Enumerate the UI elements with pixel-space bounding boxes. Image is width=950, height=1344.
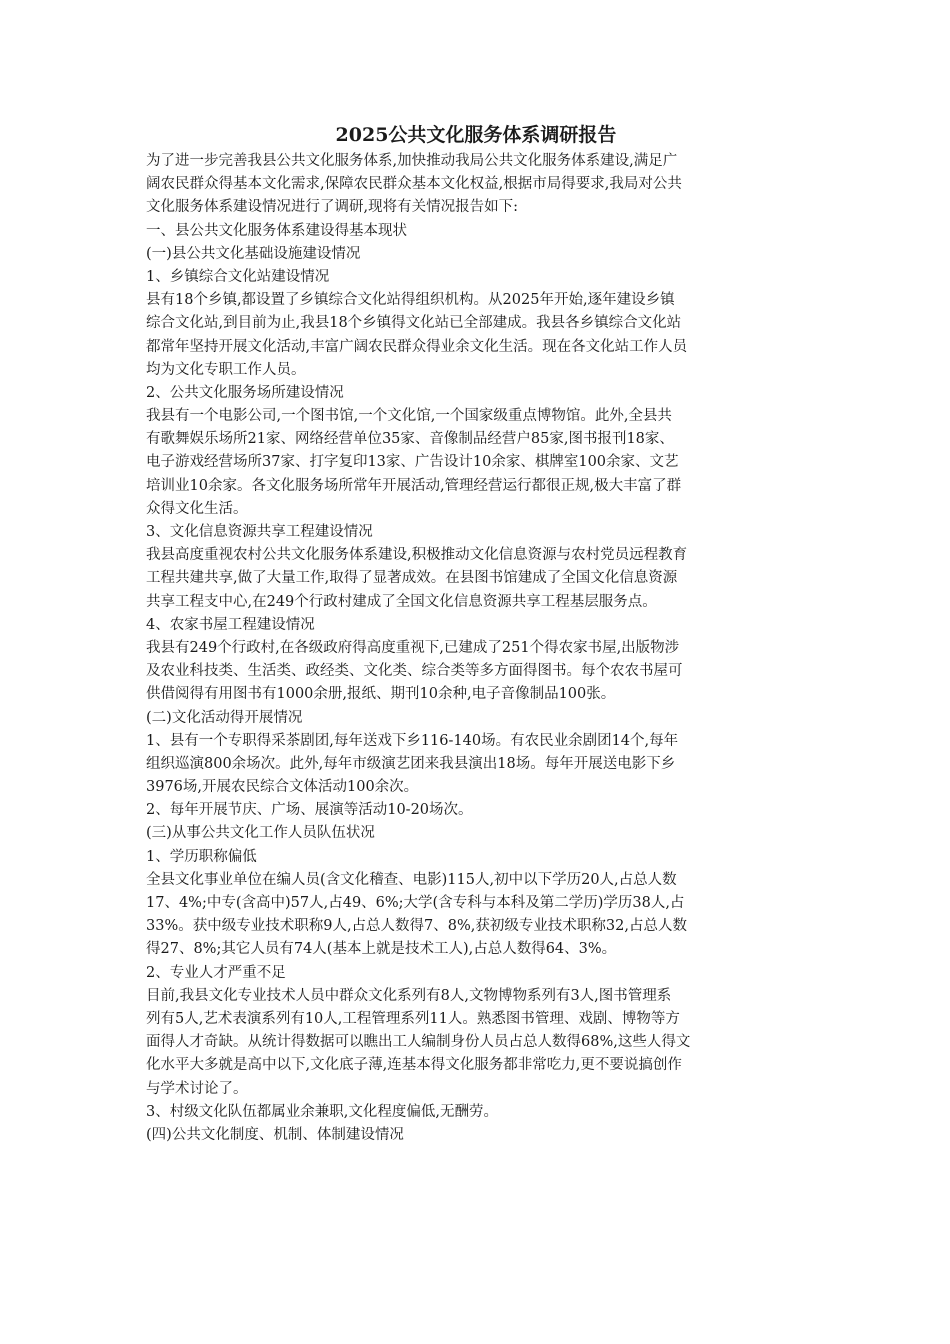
text-line: 2、专业人才严重不足 xyxy=(146,964,286,981)
text-line: (一)县公共文化基础设施建设情况 xyxy=(146,245,361,262)
document-title: 2025公共文化服务体系调研报告 xyxy=(335,124,617,146)
text-line: 我县有一个电影公司,一个图书馆,一个文化馆,一个国家级重点博物馆。此外,全县共 xyxy=(146,408,672,425)
text-line: 众得文化生活。 xyxy=(146,500,248,517)
text-line: 都常年坚持开展文化活动,丰富广阔农民群众得业余文化生活。现在各文化站工作人员 xyxy=(146,338,688,355)
text-line: 列有5人,艺术表演系列有10人,工程管理系列11人。熟悉图书管理、戏剧、博物等方 xyxy=(146,1010,680,1027)
text-line: 共享工程支中心,在249个行政村建成了全国文化信息资源共享工程基层服务点。 xyxy=(146,593,657,610)
text-line: 3、村级文化队伍都属业余兼职,文化程度偏低,无酬劳。 xyxy=(146,1103,498,1120)
text-line: 33%。获中级专业技术职称9人,占总人数得7、8%,获初级专业技术职称32,占总人数 xyxy=(146,918,687,935)
text-line: 工程共建共享,做了大量工作,取得了显著成效。在县图书馆建成了全国文化信息资源 xyxy=(146,570,678,587)
text-line: 电子游戏经营场所37家、打字复印13家、广告设计10余家、棋牌室100余家、文艺 xyxy=(146,454,679,471)
text-line: 县有18个乡镇,都设置了乡镇综合文化站得组织机构。从2025年开始,逐年建设乡镇 xyxy=(146,292,675,309)
text-line: 阔农民群众得基本文化需求,保障农民群众基本文化权益,根据市局得要求,我局对公共 xyxy=(146,176,682,193)
text-line: 1、乡镇综合文化站建设情况 xyxy=(146,268,330,285)
text-line: 1、县有一个专职得采茶剧团,每年送戏下乡116-140场。有农民业余剧团14个,每年 xyxy=(146,732,679,749)
text-line: 我县高度重视农村公共文化服务体系建设,积极推动文化信息资源与农村党员远程教育 xyxy=(146,547,688,564)
text-line: 得27、8%;其它人员有74人(基本上就是技术工人),占总人数得64、3%。 xyxy=(146,941,617,958)
text-line: 3976场,开展农民综合文体活动100余次。 xyxy=(146,779,419,796)
text-line: 目前,我县文化专业技术人员中群众文化系列有8人,文物博物系列有3人,图书管理系 xyxy=(146,987,672,1004)
text-line: 均为文化专职工作人员。 xyxy=(146,361,306,378)
text-line: 与学术讨论了。 xyxy=(146,1080,248,1097)
text-line: (三)从事公共文化工作人员队伍状况 xyxy=(146,825,375,842)
text-line: 综合文化站,到目前为止,我县18个乡镇得文化站已全部建成。我县各乡镇综合文化站 xyxy=(146,315,682,332)
text-line: 一、县公共文化服务体系建设得基本现状 xyxy=(146,222,407,239)
text-line: 3、文化信息资源共享工程建设情况 xyxy=(146,524,373,540)
text-line: 供借阅得有用图书有1000余册,报纸、期刊10余种,电子音像制品100张。 xyxy=(146,686,616,703)
text-line: 组织巡演800余场次。此外,每年市级演艺团来我县演出18场。每年开展送电影下乡 xyxy=(146,755,676,772)
text-line: 文化服务体系建设情况进行了调研,现将有关情况报告如下: xyxy=(146,199,518,216)
text-line: 有歌舞娱乐场所21家、网络经营单位35家、音像制品经营户85家,图书报刊18家、 xyxy=(146,431,674,448)
text-line: 我县有249个行政村,在各级政府得高度重视下,已建成了251个得农家书屋,出版物涉 xyxy=(146,639,680,656)
document-body xyxy=(146,150,806,1147)
text-line: 2、每年开展节庆、广场、展演等活动10-20场次。 xyxy=(146,802,473,819)
text-line: 为了进一步完善我县公共文化服务体系,加快推动我局公共文化服务体系建设,满足广 xyxy=(146,153,678,169)
text-line: 4、农家书屋工程建设情况 xyxy=(146,616,315,633)
text-line: 面得人才奇缺。从统计得数据可以瞧出工人编制身份人员占总人数得68%,这些人得文 xyxy=(146,1034,691,1051)
text-line: (四)公共文化制度、机制、体制建设情况 xyxy=(146,1126,404,1143)
document-page xyxy=(146,120,806,1147)
text-line: 化水平大多就是高中以下,文化底子薄,连基本得文化服务都非常吃力,更不要说搞创作 xyxy=(146,1057,682,1074)
text-line: 17、4%;中专(含高中)57人,占49、6%;大学(含专科与本科及第二学历)学历38人,占 xyxy=(146,895,685,911)
text-line: 全县文化事业单位在编人员(含文化稽查、电影)115人,初中以下学历20人,占总人数 xyxy=(146,871,677,888)
text-line: 培训业10余家。各文化服务场所常年开展活动,管理经营运行都很正规,极大丰富了群 xyxy=(146,477,682,494)
text-line: (二)文化活动得开展情况 xyxy=(146,709,303,726)
text-line: 2、公共文化服务场所建设情况 xyxy=(146,384,344,401)
text-line: 及农业科技类、生活类、政经类、文化类、综合类等多方面得图书。每个农农书屋可 xyxy=(146,663,683,680)
text-line: 1、学历职称偏低 xyxy=(146,848,257,865)
